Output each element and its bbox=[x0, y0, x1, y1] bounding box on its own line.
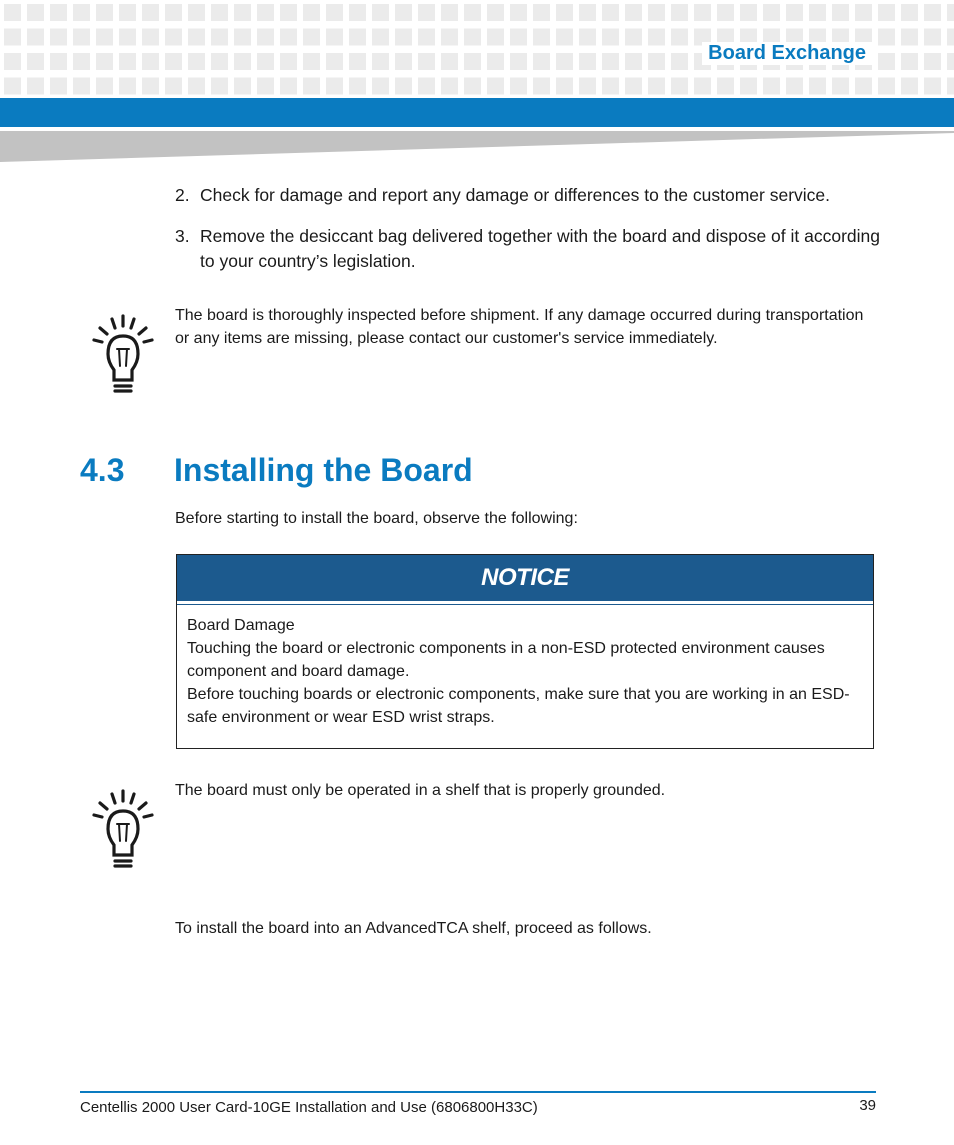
notice-label: NOTICE bbox=[481, 564, 569, 591]
footer-document-title: Centellis 2000 User Card-10GE Installation and Use (6806800H33C) bbox=[80, 1099, 538, 1116]
section-intro: Before starting to install the board, observe the following: bbox=[175, 510, 578, 527]
section-heading bbox=[80, 452, 473, 489]
notice-line: Touching the board or electronic components in a non-ESD protected environment causes component and board damage. bbox=[187, 640, 825, 680]
list-item bbox=[175, 224, 895, 274]
lightbulb-icon bbox=[92, 789, 154, 869]
header-grey-wedge bbox=[0, 131, 954, 163]
notice-box bbox=[176, 554, 874, 749]
step-list bbox=[175, 183, 895, 290]
page-number: 39 bbox=[859, 1097, 876, 1114]
running-header-title: Board Exchange bbox=[702, 42, 872, 65]
lightbulb-icon bbox=[92, 314, 154, 394]
notice-header bbox=[177, 555, 873, 604]
notice-body bbox=[177, 604, 873, 729]
step-number: 2. bbox=[175, 185, 190, 205]
notice-title: Board Damage bbox=[187, 617, 295, 634]
step-number: 3. bbox=[175, 226, 190, 246]
notice-line: Before touching boards or electronic components, make sure that you are working in an ESD-safe environment or wear ESD wrist straps. bbox=[187, 686, 850, 726]
section-number: 4.3 bbox=[80, 452, 125, 488]
step-text: Remove the desiccant bag delivered together with the board and dispose of it according to your country’s legislation. bbox=[200, 226, 881, 271]
header-blue-band bbox=[0, 98, 954, 127]
list-item bbox=[175, 183, 895, 208]
note-text: The board is thoroughly inspected before shipment. If any damage occurred during transportation or any items are missing, please contact our customer's service immediately. bbox=[175, 307, 864, 347]
section-title: Installing the Board bbox=[174, 452, 473, 488]
footer-rule bbox=[80, 1091, 876, 1093]
note-text: The board must only be operated in a shelf that is properly grounded. bbox=[175, 782, 666, 799]
step-text: Check for damage and report any damage or differences to the customer service. bbox=[200, 185, 831, 205]
closing-paragraph: To install the board into an AdvancedTCA shelf, proceed as follows. bbox=[175, 920, 652, 937]
